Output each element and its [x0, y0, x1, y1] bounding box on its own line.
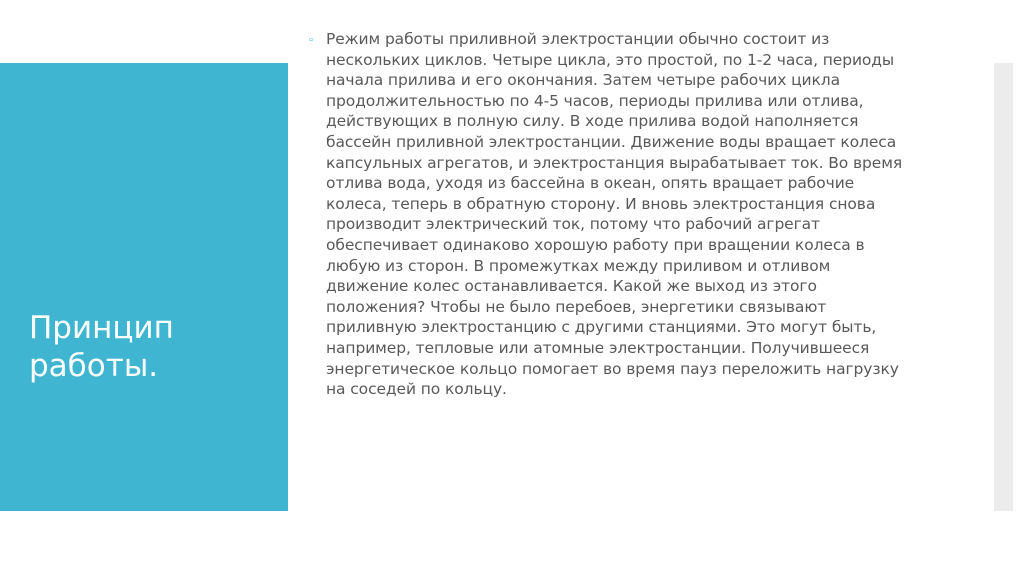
bullet-list	[309, 29, 914, 400]
slide-title: Принцип работы.	[29, 310, 174, 384]
bullet-square-icon: ▫	[309, 34, 313, 46]
side-strip	[994, 63, 1013, 511]
bullet-text: Режим работы приливной электростанции обычно состоит из нескольких циклов. Четыре цикла, это простой, по 1-2 часа, периоды начала прилива и его окончания. Затем четыре рабочих цикла продолжительностью по 4-5 часов, периоды прилива или отлива, действующих в полную силу. В ходе прилива водой наполняется бассейн приливной электростанции. Движение воды вращает колеса капсульных агрегатов, и электростанция вырабатывает ток. Во время отлива вода, уходя из бассейна в океан, опять вращает рабочие колеса, теперь в обратную сторону. И вновь электростанция снова производит электрический ток, потому что рабочий агрегат обеспечивает одинаково хорошую работу при вращении колеса в любую из сторон. В промежутках между приливом и отливом движение колес останавливается. Какой же выход из этого положения? Чтобы не было перебоев, энергетики связывают приливную электростанцию с другими станциями. Это могут быть, например, тепловые или атомные электростанции. Получившееся энергетическое кольцо помогает во время пауз переложить нагрузку на соседей по кольцу.	[326, 30, 903, 399]
title-panel	[0, 63, 288, 511]
content-area	[309, 29, 914, 400]
bullet-item	[309, 29, 914, 400]
